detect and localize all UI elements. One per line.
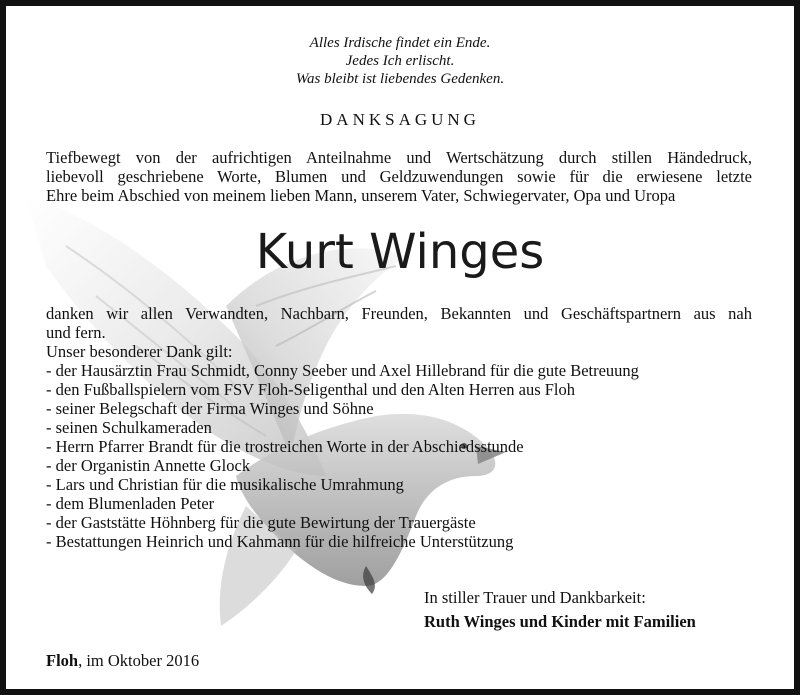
date-text: , im Oktober 2016 bbox=[78, 651, 200, 670]
deceased-name: Kurt Winges bbox=[255, 224, 545, 280]
list-item: - Herrn Pfarrer Brandt für die trostreichen Worte in der Abschiedsstunde bbox=[46, 437, 524, 456]
list-item: - Bestattungen Heinrich und Kahmann für die hilfreiche Unterstützung bbox=[46, 532, 514, 551]
list-item: - der Gaststätte Höhnberg für die gute Bewirtung der Trauergäste bbox=[46, 513, 476, 532]
intro-line: Ehre beim Abschied von meinem lieben Mann, unserem Vater, Schwiegervater, Opa und Uropa bbox=[46, 186, 676, 205]
motto-line: Was bleibt ist liebendes Gedenken. bbox=[295, 71, 505, 87]
motto-line: Alles Irdische findet ein Ende. bbox=[309, 35, 491, 51]
motto-line: Jedes Ich erlischt. bbox=[345, 53, 455, 69]
thanks-line: danken wir allen Verwandten, Nachbarn, Freunden, Bekannten und Geschäftspartnern aus nah bbox=[46, 304, 752, 323]
place-date bbox=[46, 651, 199, 671]
intro-line: Tiefbewegt von der aufrichtigen Anteilnahme und Wertschätzung durch stillen Händedruck, bbox=[46, 148, 752, 167]
page-title: DANKSAGUNG bbox=[320, 110, 480, 129]
thanks-paragraph bbox=[46, 304, 752, 551]
thanks-line: und fern. bbox=[46, 323, 106, 342]
motto-verse bbox=[6, 34, 794, 88]
closing-signature: Ruth Winges und Kinder mit Familien bbox=[424, 612, 696, 631]
list-item: - seinen Schulkameraden bbox=[46, 418, 212, 437]
list-item: - den Fußballspielern vom FSV Floh-Seligenthal und den Alten Herren aus Floh bbox=[46, 380, 576, 399]
intro-line: liebevoll geschriebene Worte, Blumen und Geldzuwendungen sowie für die erwiesene letzte bbox=[46, 167, 752, 186]
list-item: - der Hausärztin Frau Schmidt, Conny Seeber und Axel Hillebrand für die gute Betreuung bbox=[46, 361, 639, 380]
thanks-line: Unser besonderer Dank gilt: bbox=[46, 342, 233, 361]
place-name: Floh bbox=[46, 651, 79, 670]
intro-paragraph bbox=[46, 148, 752, 205]
list-item: - dem Blumenladen Peter bbox=[46, 494, 215, 513]
list-item: - seiner Belegschaft der Firma Winges und Söhne bbox=[46, 399, 374, 418]
list-item: - der Organistin Annette Glock bbox=[46, 456, 251, 475]
closing-intro: In stiller Trauer und Dankbarkeit: bbox=[424, 588, 646, 607]
list-item: - Lars und Christian für die musikalische Umrahmung bbox=[46, 475, 404, 494]
content-area bbox=[6, 6, 794, 689]
